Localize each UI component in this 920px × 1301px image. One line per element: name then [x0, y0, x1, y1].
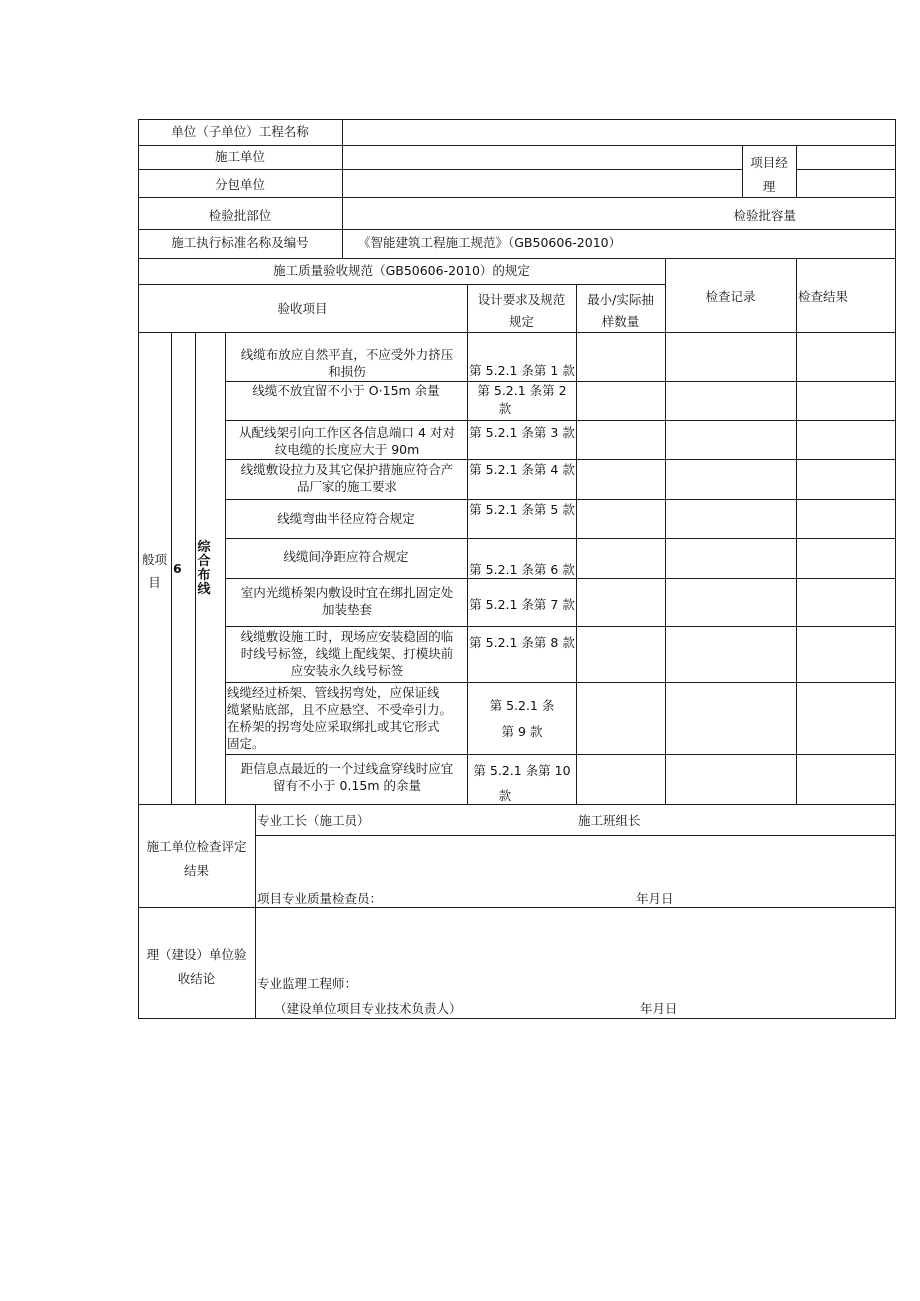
item-description: 缆紧贴底部，且不应悬空、不受牵引力。 [227, 702, 453, 717]
contractor-section-label: 施工单位检查评定 [146, 839, 247, 854]
item-description: 品厂家的施工要求 [296, 479, 397, 494]
item-description: 线缆布放应自然平直，不应受外力挤压 [240, 347, 454, 362]
quality-inspector-label: 项目专业质量检查员： [257, 891, 383, 906]
supervisor-section-label: 收结论 [177, 971, 216, 986]
item-description: 时线号标签，线缆上配线架、打模块前 [240, 646, 454, 661]
item-description: 线缆经过桥架、管线拐弯处，应保证线 [227, 685, 440, 700]
category-label: 目 [148, 575, 161, 590]
supervising-engineer-label: 专业监理工程师： [257, 976, 358, 991]
clause-reference: 第 5.2.1 条第 2 [477, 383, 567, 398]
item-description: 线缆不放宜留不小于 O·15m 余量 [252, 383, 440, 398]
rule [171, 332, 172, 804]
rule [138, 1018, 896, 1019]
rule [796, 169, 896, 170]
owner-technical-lead-label: （建设单位项目专业技术负责人） [274, 1001, 462, 1016]
rule [138, 145, 896, 146]
item-description: 纹电缆的长度应大于 90m [274, 442, 420, 457]
design-requirement-header: 设计要求及规范 [477, 292, 566, 307]
item-description: 在桥架的拐弯处应采取绑扎或其它形式 [227, 719, 440, 734]
item-description: 线缆间净距应符合规定 [283, 549, 409, 564]
supervisor-date-label: 年月日 [640, 1001, 678, 1016]
item-description: 线缆弯曲半径应符合规定 [277, 511, 415, 526]
rule [138, 197, 896, 198]
check-result-header: 检查结果 [798, 289, 849, 304]
clause-reference: 款 [498, 401, 512, 416]
item-description: 留有不小于 0.15m 的余量 [273, 778, 421, 793]
item-description: 加装垫套 [321, 602, 372, 617]
supervisor-section-label: 理（建设）单位验 [146, 947, 247, 962]
group-name: 综合布线 [197, 540, 211, 597]
rule [138, 229, 896, 230]
check-record-header: 检查记录 [705, 289, 756, 304]
rule [138, 119, 139, 1019]
rule [138, 907, 896, 908]
rule [138, 258, 896, 259]
team-leader-label: 施工班组长 [578, 813, 641, 828]
foreman-label: 专业工长（施工员） [257, 813, 370, 828]
project-name-label: 单位（子单位）工程名称 [171, 124, 309, 139]
clause-reference: 第 5.2.1 条第 10 [473, 763, 571, 778]
item-header: 验收项目 [277, 301, 328, 316]
clause-reference: 第 5.2.1 条第 8 款 [469, 635, 575, 650]
rule [576, 284, 577, 804]
rule [255, 804, 256, 1018]
item-description: 线缆敷设拉力及其它保护措施应符合产 [240, 462, 454, 477]
item-description: 距信息点最近的一个过线盒穿线时应宜 [240, 761, 454, 776]
rule [138, 804, 896, 805]
item-description: 室内光缆桥架内敷设时宜在绑扎固定处 [240, 585, 454, 600]
project-manager-label: 项目经 [750, 155, 788, 170]
clause-reference: 第 5.2.1 条第 3 款 [469, 425, 575, 440]
construction-unit-label: 施工单位 [214, 149, 265, 164]
rule [665, 258, 666, 804]
sample-count-header: 样数量 [601, 314, 640, 329]
clause-reference: 第 5.2.1 条第 4 款 [469, 462, 575, 477]
item-count: 6 [173, 561, 182, 576]
rule [796, 145, 797, 197]
rule [225, 332, 226, 804]
standard-value: 《智能建筑工程施工规范》（GB50606-2010） [358, 235, 622, 250]
rule [138, 332, 896, 333]
clause-reference: 第 9 款 [501, 724, 543, 739]
item-description: 和损伤 [328, 364, 366, 379]
rule [342, 119, 343, 258]
contractor-section-label: 结果 [183, 863, 209, 878]
rule [895, 119, 896, 1019]
item-description: 线缆敷设施工时，现场应安装稳固的临 [240, 629, 454, 644]
project-manager-label: 理 [762, 179, 776, 194]
clause-reference: 款 [498, 788, 512, 803]
item-description: 固定。 [227, 736, 265, 751]
rule [255, 835, 896, 836]
standard-label: 施工执行标准名称及编号 [171, 235, 309, 250]
clause-reference: 第 5.2.1 条 [489, 698, 555, 713]
rule [138, 119, 896, 120]
inspection-lot-label: 检验批部位 [208, 208, 272, 223]
item-description: 应安装永久线号标签 [290, 663, 404, 678]
rule [796, 258, 797, 804]
spec-title: 施工质量验收规范（GB50606-2010）的规定 [273, 263, 530, 278]
clause-reference: 第 5.2.1 条第 1 款 [469, 363, 575, 378]
category-label: 般项 [141, 552, 167, 567]
subcontract-unit-label: 分包单位 [214, 177, 265, 192]
contractor-date-label: 年月日 [636, 891, 674, 906]
design-requirement-header: 规定 [508, 314, 534, 329]
clause-reference: 第 5.2.1 条第 7 款 [469, 597, 575, 612]
rule [138, 284, 665, 285]
rule [138, 169, 742, 170]
item-description: 从配线架引向工作区各信息端口 4 对对 [239, 425, 455, 440]
sample-count-header: 最小/实际抽 [587, 292, 654, 307]
clause-reference: 第 5.2.1 条第 6 款 [469, 562, 575, 577]
inspection-capacity-label: 检验批容量 [733, 208, 796, 223]
clause-reference: 第 5.2.1 条第 5 款 [469, 502, 575, 517]
